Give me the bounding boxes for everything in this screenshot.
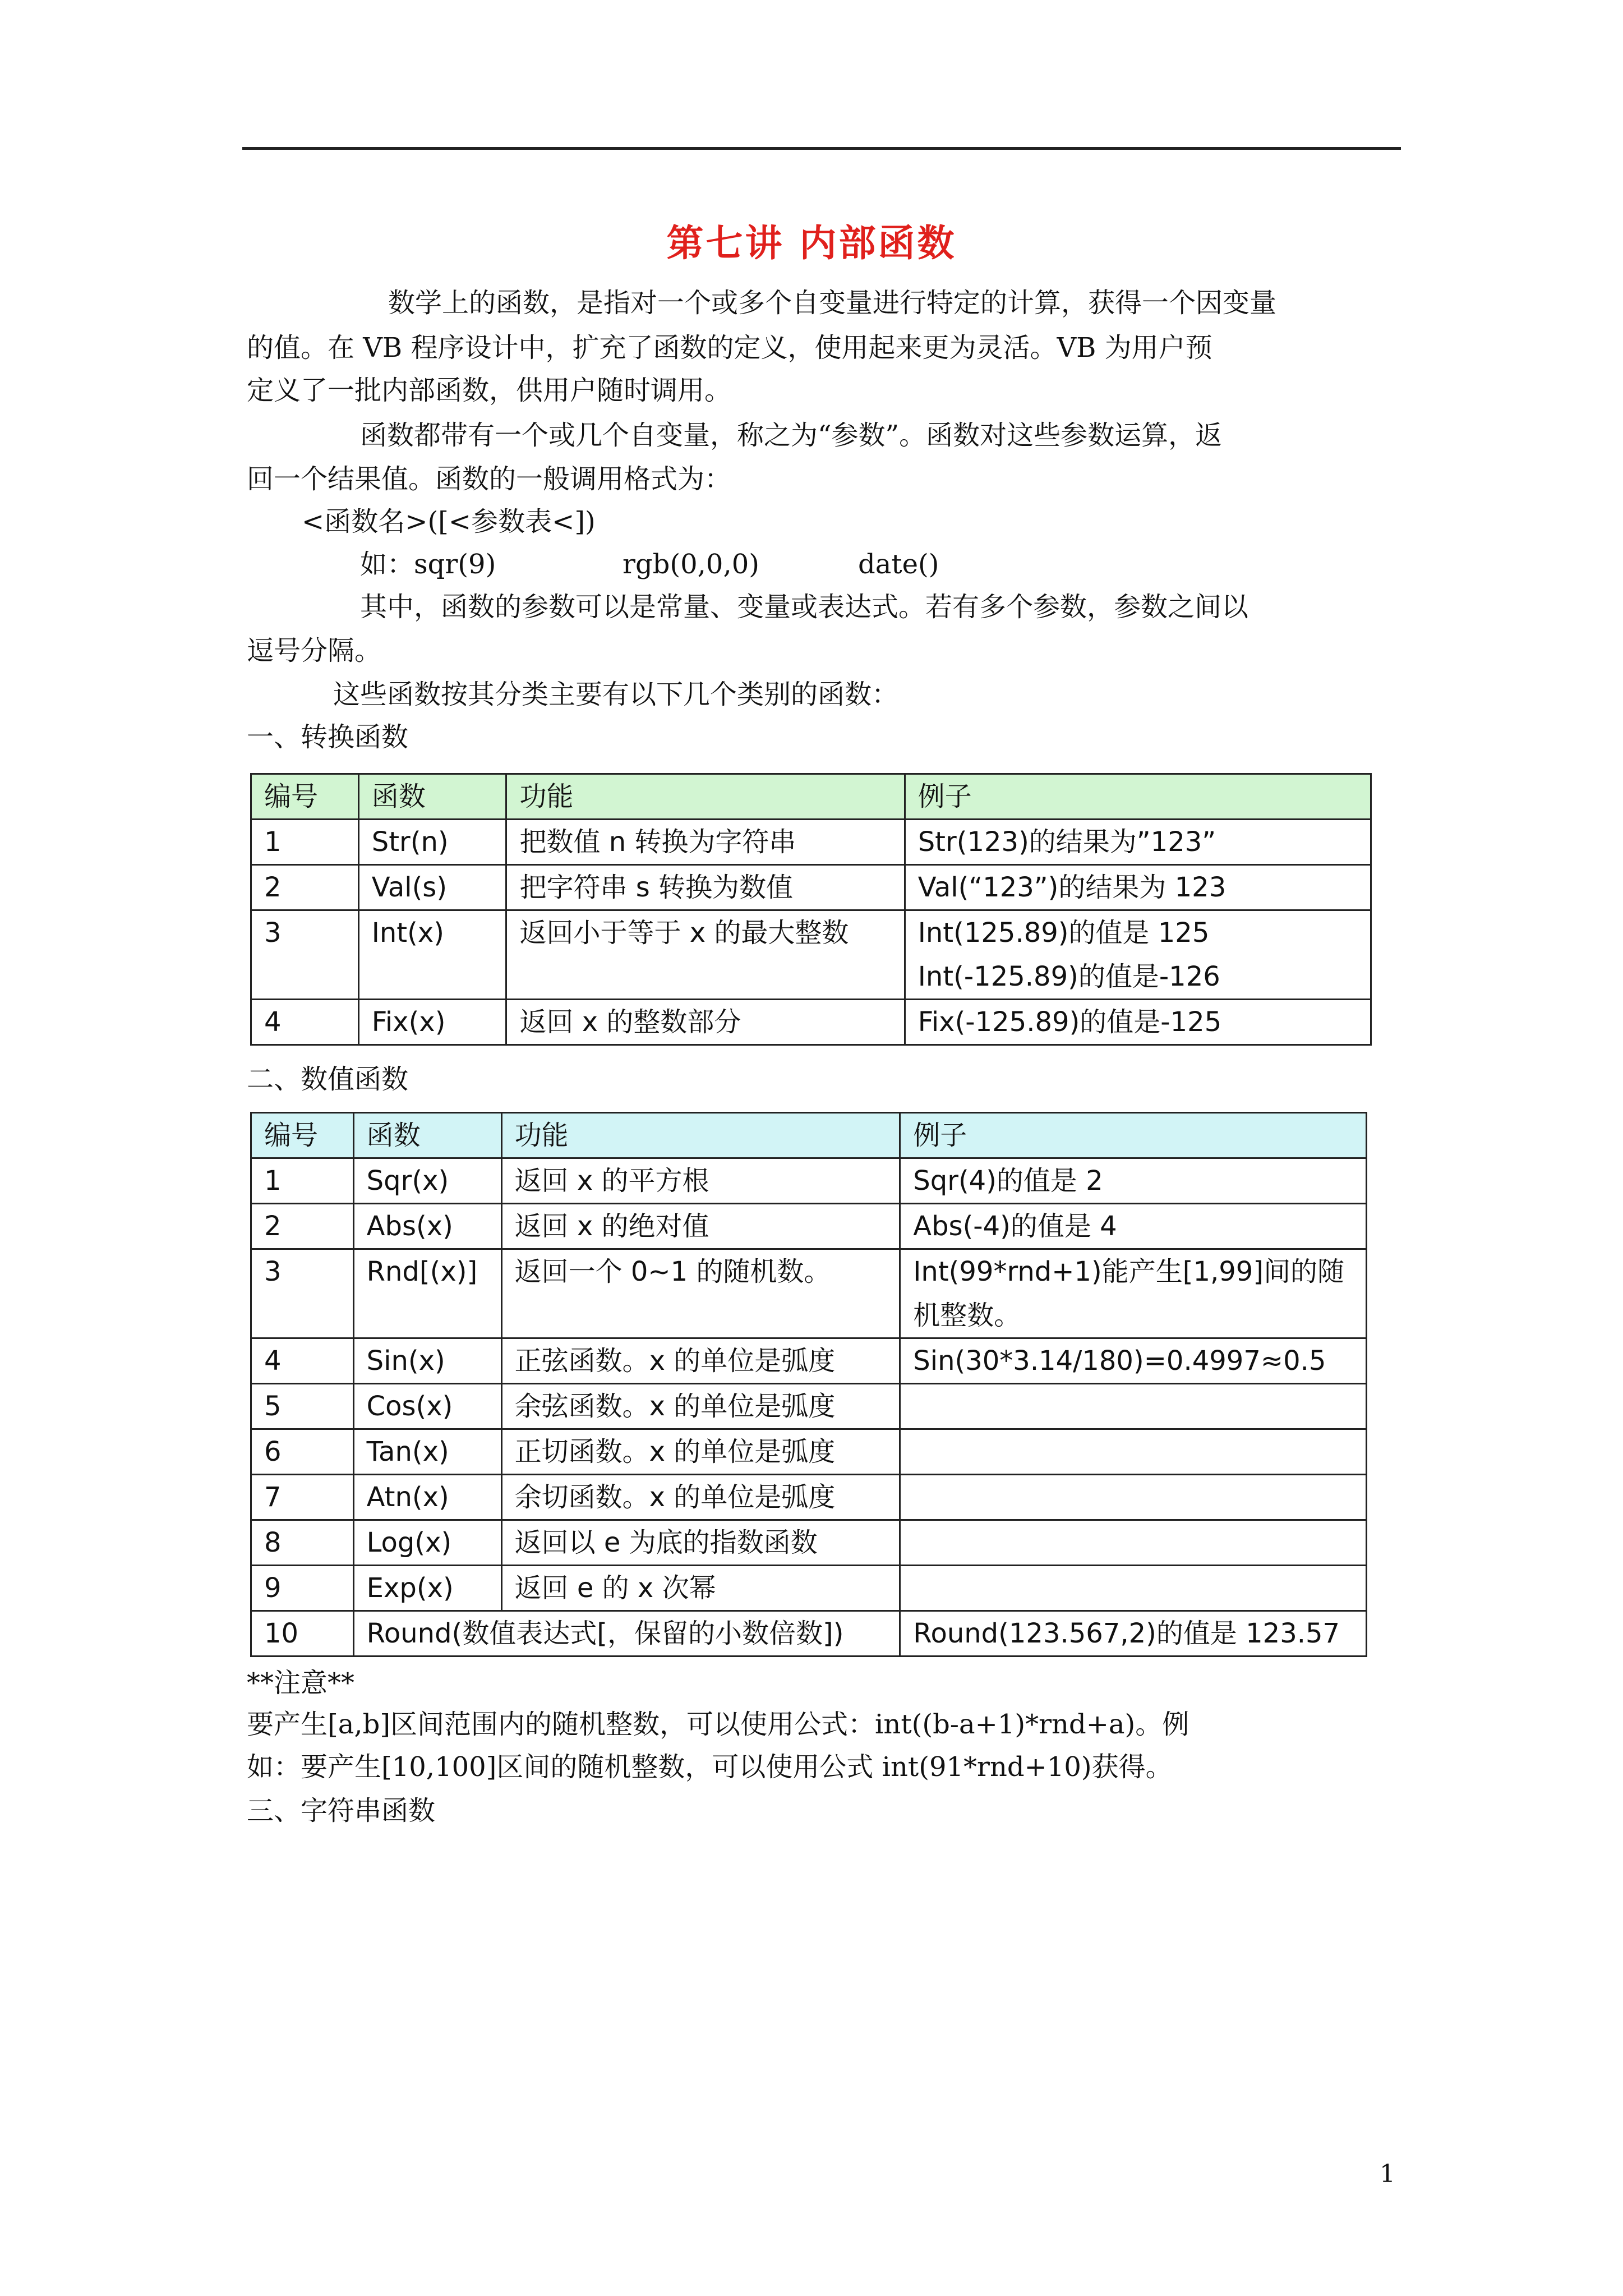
paragraph-line: 逗号分隔。 — [247, 635, 382, 666]
cell-function: Str(n) — [358, 820, 506, 865]
header-cell-function: 函数 — [353, 1113, 501, 1158]
section-heading-string: 三、字符串函数 — [247, 1795, 436, 1826]
cell-number: 4 — [251, 1000, 359, 1045]
cell-purpose: 返回以 e 为底的指数函数 — [501, 1520, 900, 1566]
table-row — [251, 865, 1371, 910]
page-title: 第七讲 内部函数 — [666, 222, 957, 265]
table-row — [251, 1566, 1367, 1611]
cell-number: 1 — [251, 1158, 354, 1204]
cell-example: Str(123)的结果为”123” — [905, 820, 1371, 865]
paragraph-line: 的值。在 VB 程序设计中，扩充了函数的定义，使用起来更为灵活。VB 为用户预 — [247, 332, 1212, 364]
table-row — [251, 1000, 1371, 1045]
cell-purpose: 返回 x 的平方根 — [501, 1158, 900, 1204]
cell-number: 1 — [251, 820, 359, 865]
cell-function: Sqr(x) — [353, 1158, 501, 1204]
note-line: 要产生[a,b]区间范围内的随机整数，可以使用公式：int((b-a+1)*rnd+a)。例 — [247, 1709, 1189, 1740]
cell-function: Fix(x) — [358, 1000, 506, 1045]
cell-function: Exp(x) — [353, 1566, 501, 1611]
paragraph-line: 数学上的函数，是指对一个或多个自变量进行特定的计算，获得一个因变量 — [388, 287, 1277, 319]
numeric-functions-table — [250, 1112, 1367, 1657]
cell-purpose: 正切函数。x 的单位是弧度 — [501, 1429, 900, 1475]
cell-function: Val(s) — [358, 865, 506, 910]
cell-function: Round(数值表达式[，保留的小数倍数]) — [353, 1611, 900, 1657]
table-row — [251, 820, 1371, 865]
header-cell-number: 编号 — [251, 774, 359, 820]
table-row — [251, 1520, 1367, 1566]
cell-function: Rnd[(x)] — [353, 1249, 501, 1338]
cell-number: 9 — [251, 1566, 354, 1611]
cell-example: Int(99*rnd+1)能产生[1,99]间的随 机整数。 — [900, 1249, 1367, 1338]
paragraph-line: 函数都带有一个或几个自变量，称之为“参数”。函数对这些参数运算，返 — [360, 420, 1223, 451]
cell-example — [900, 1566, 1367, 1611]
table-row — [251, 1429, 1367, 1475]
cell-example — [900, 1429, 1367, 1475]
table-header-row — [251, 774, 1371, 820]
cell-number: 3 — [251, 1249, 354, 1338]
cell-function: Log(x) — [353, 1520, 501, 1566]
header-rule — [242, 147, 1401, 150]
cell-function: Int(x) — [358, 910, 506, 1000]
cell-number: 10 — [251, 1611, 354, 1657]
cell-number: 4 — [251, 1338, 354, 1384]
table-header-row — [251, 1113, 1367, 1158]
cell-purpose: 返回 x 的绝对值 — [501, 1204, 900, 1249]
cell-example: Int(125.89)的值是 125 Int(-125.89)的值是-126 — [905, 910, 1371, 1000]
example-date: date() — [858, 549, 939, 580]
cell-function: Sin(x) — [353, 1338, 501, 1384]
cell-number: 6 — [251, 1429, 354, 1475]
cell-purpose: 返回一个 0~1 的随机数。 — [501, 1249, 900, 1338]
cell-example: Sin(30*3.14/180)=0.4997≈0.5 — [900, 1338, 1367, 1384]
table-row — [251, 1611, 1367, 1657]
header-cell-example: 例子 — [905, 774, 1371, 820]
cell-purpose: 返回 x 的整数部分 — [506, 1000, 905, 1045]
section-heading-numeric: 二、数值函数 — [247, 1064, 409, 1095]
cell-purpose: 余切函数。x 的单位是弧度 — [501, 1475, 900, 1520]
cell-example: Round(123.567,2)的值是 123.57 — [900, 1611, 1367, 1657]
paragraph-line: 回一个结果值。函数的一般调用格式为： — [247, 463, 732, 495]
cell-example — [900, 1475, 1367, 1520]
cell-function: Tan(x) — [353, 1429, 501, 1475]
syntax-line: <函数名>([<参数表<]) — [302, 506, 596, 537]
cell-purpose: 把字符串 s 转换为数值 — [506, 865, 905, 910]
header-cell-purpose: 功能 — [506, 774, 905, 820]
conversion-functions-table — [250, 773, 1372, 1046]
paragraph-line: 这些函数按其分类主要有以下几个类别的函数： — [333, 679, 899, 710]
cell-function: Cos(x) — [353, 1384, 501, 1429]
cell-example: Fix(-125.89)的值是-125 — [905, 1000, 1371, 1045]
cell-purpose: 正弦函数。x 的单位是弧度 — [501, 1338, 900, 1384]
example-sqr: 如：sqr(9) — [360, 549, 496, 580]
table-row — [251, 1384, 1367, 1429]
example-rgb: rgb(0,0,0) — [623, 549, 759, 580]
cell-number: 5 — [251, 1384, 354, 1429]
cell-purpose: 返回小于等于 x 的最大整数 — [506, 910, 905, 1000]
table-row — [251, 1204, 1367, 1249]
header-cell-function: 函数 — [358, 774, 506, 820]
cell-number: 2 — [251, 1204, 354, 1249]
header-cell-number: 编号 — [251, 1113, 354, 1158]
cell-number: 3 — [251, 910, 359, 1000]
table-row — [251, 910, 1371, 1000]
cell-purpose: 余弦函数。x 的单位是弧度 — [501, 1384, 900, 1429]
table-row — [251, 1249, 1367, 1338]
page-number: 1 — [1380, 2160, 1395, 2188]
header-cell-purpose: 功能 — [501, 1113, 900, 1158]
note-heading: **注意** — [247, 1667, 355, 1699]
cell-example: Val(“123”)的结果为 123 — [905, 865, 1371, 910]
table-row — [251, 1475, 1367, 1520]
cell-example — [900, 1384, 1367, 1429]
table-row — [251, 1158, 1367, 1204]
cell-number: 2 — [251, 865, 359, 910]
cell-example: Abs(-4)的值是 4 — [900, 1204, 1367, 1249]
cell-number: 7 — [251, 1475, 354, 1520]
header-cell-example: 例子 — [900, 1113, 1367, 1158]
cell-function: Atn(x) — [353, 1475, 501, 1520]
cell-function: Abs(x) — [353, 1204, 501, 1249]
cell-purpose: 把数值 n 转换为字符串 — [506, 820, 905, 865]
note-line: 如：要产生[10,100]区间的随机整数，可以使用公式 int(91*rnd+10)获得。 — [247, 1751, 1173, 1783]
paragraph-line: 其中，函数的参数可以是常量、变量或表达式。若有多个参数，参数之间以 — [360, 591, 1249, 623]
paragraph-line: 定义了一批内部函数，供用户随时调用。 — [247, 375, 732, 406]
cell-purpose: 返回 e 的 x 次幂 — [501, 1566, 900, 1611]
table-row — [251, 1338, 1367, 1384]
cell-example — [900, 1520, 1367, 1566]
section-heading-conversion: 一、转换函数 — [247, 721, 409, 753]
cell-number: 8 — [251, 1520, 354, 1566]
cell-example: Sqr(4)的值是 2 — [900, 1158, 1367, 1204]
